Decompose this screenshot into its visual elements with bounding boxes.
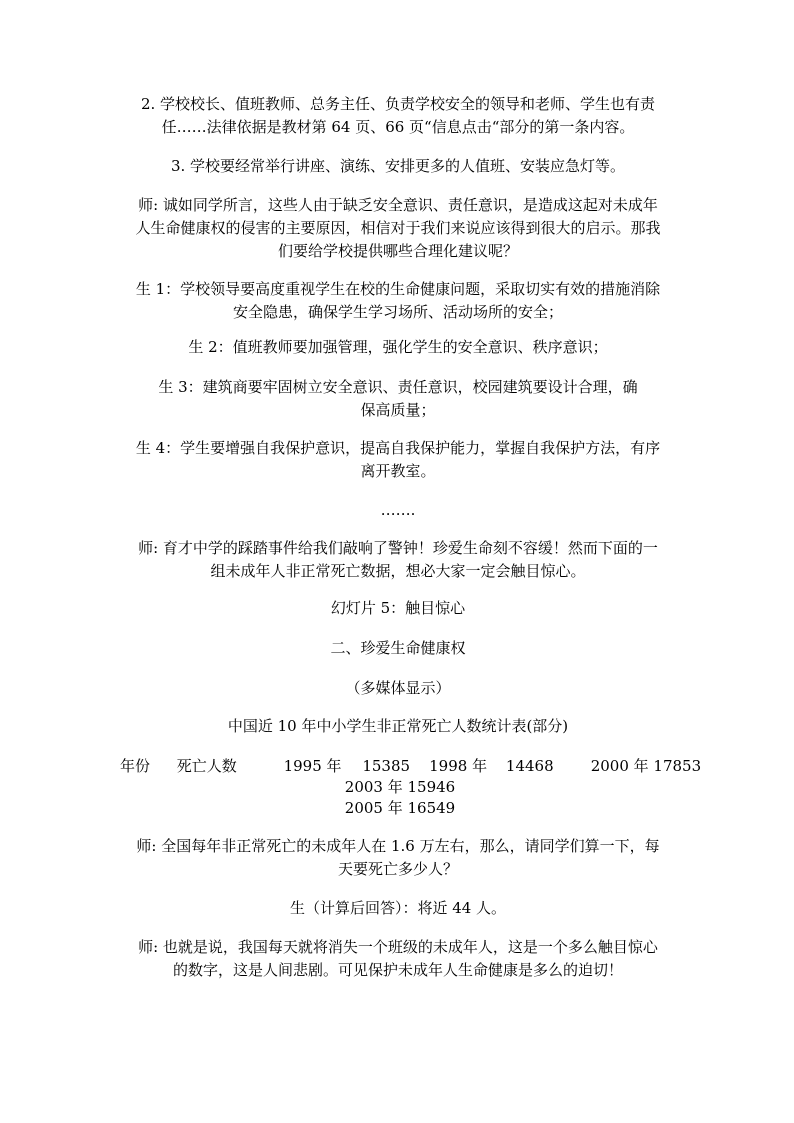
paragraph-teacher-question: 师: 诚如同学所言，这些人由于缺乏安全意识、责任意识，是造成这起对未成年 人生命健康权的侵害的主要原因，相信对于我们来说应该得到很大的启示。那我 们要给学校提供哪些合理化建议呢？	[135, 196, 661, 260]
value-1995: 15385	[362, 757, 411, 775]
year-2000: 2000 年 17853	[590, 757, 702, 775]
year-1995: 1995 年	[283, 757, 342, 775]
section-heading: 二、珍爱生命健康权	[330, 639, 466, 657]
stats-row-main	[120, 756, 702, 777]
slide-title: 幻灯片 5：触目惊心	[330, 599, 466, 617]
stats-table	[120, 756, 702, 819]
year-2005: 2005 年 16549	[344, 799, 456, 817]
paragraph-teacher-calc: 师: 全国每年非正常死亡的未成年人在 1.6 万左右，那么，请同学们算一下，每 天要死亡多少人？	[136, 837, 660, 878]
stats-title: 中国近 10 年中小学生非正常死亡人数统计表(部分)	[227, 717, 569, 735]
year-1998: 1998 年	[429, 757, 488, 775]
ellipsis-line: …….	[380, 501, 416, 519]
multimedia-note: （多媒体显示）	[345, 679, 451, 697]
paragraph-teacher-warning: 师: 育才中学的踩踏事件给我们敲响了警钟！珍爱生命刻不容缓！然而下面的一 组未成年人非正常死亡数据，想必大家一定会触目惊心。	[138, 539, 658, 580]
paragraph-student-1: 生 1：学校领导要高度重视学生在校的生命健康问题，采取切实有效的措施消除 安全隐患，确保学生学习场所、活动场所的安全；	[135, 280, 661, 321]
header-year: 年份	[120, 757, 151, 775]
year-2003: 2003 年 15946	[344, 778, 456, 796]
paragraph-responsible-persons: 2. 学校校长、值班教师、总务主任、负责学校安全的领导和老师、学生也有责 任……法律依据是教材第 64 页、66 页“信息点击“部分的第一条内容。	[140, 95, 656, 136]
paragraph-school-measures: 3. 学校要经常举行讲座、演练、安排更多的人值班、安装应急灯等。	[170, 157, 626, 175]
paragraph-student-2: 生 2：值班教师要加强管理，强化学生的安全意识、秩序意识；	[188, 338, 608, 356]
paragraph-student-4: 生 4：学生要增强自我保护意识，提高自我保护能力，掌握自我保护方法，有序 离开教室。	[135, 439, 661, 480]
paragraph-teacher-conclusion: 师: 也就是说，我国每天就将消失一个班级的未成年人，这是一个多么触目惊心 的数字，这是人间悲剧。可见保护未成年人生命健康是多么的迫切！	[138, 938, 658, 979]
paragraph-student-answer: 生（计算后回答）：将近 44 人。	[289, 899, 507, 917]
value-1998: 14468	[505, 757, 554, 775]
header-deaths: 死亡人数	[176, 757, 237, 775]
paragraph-student-3: 生 3：建筑商要牢固树立安全意识、责任意识，校园建筑要设计合理，确 保高质量；	[158, 378, 638, 419]
